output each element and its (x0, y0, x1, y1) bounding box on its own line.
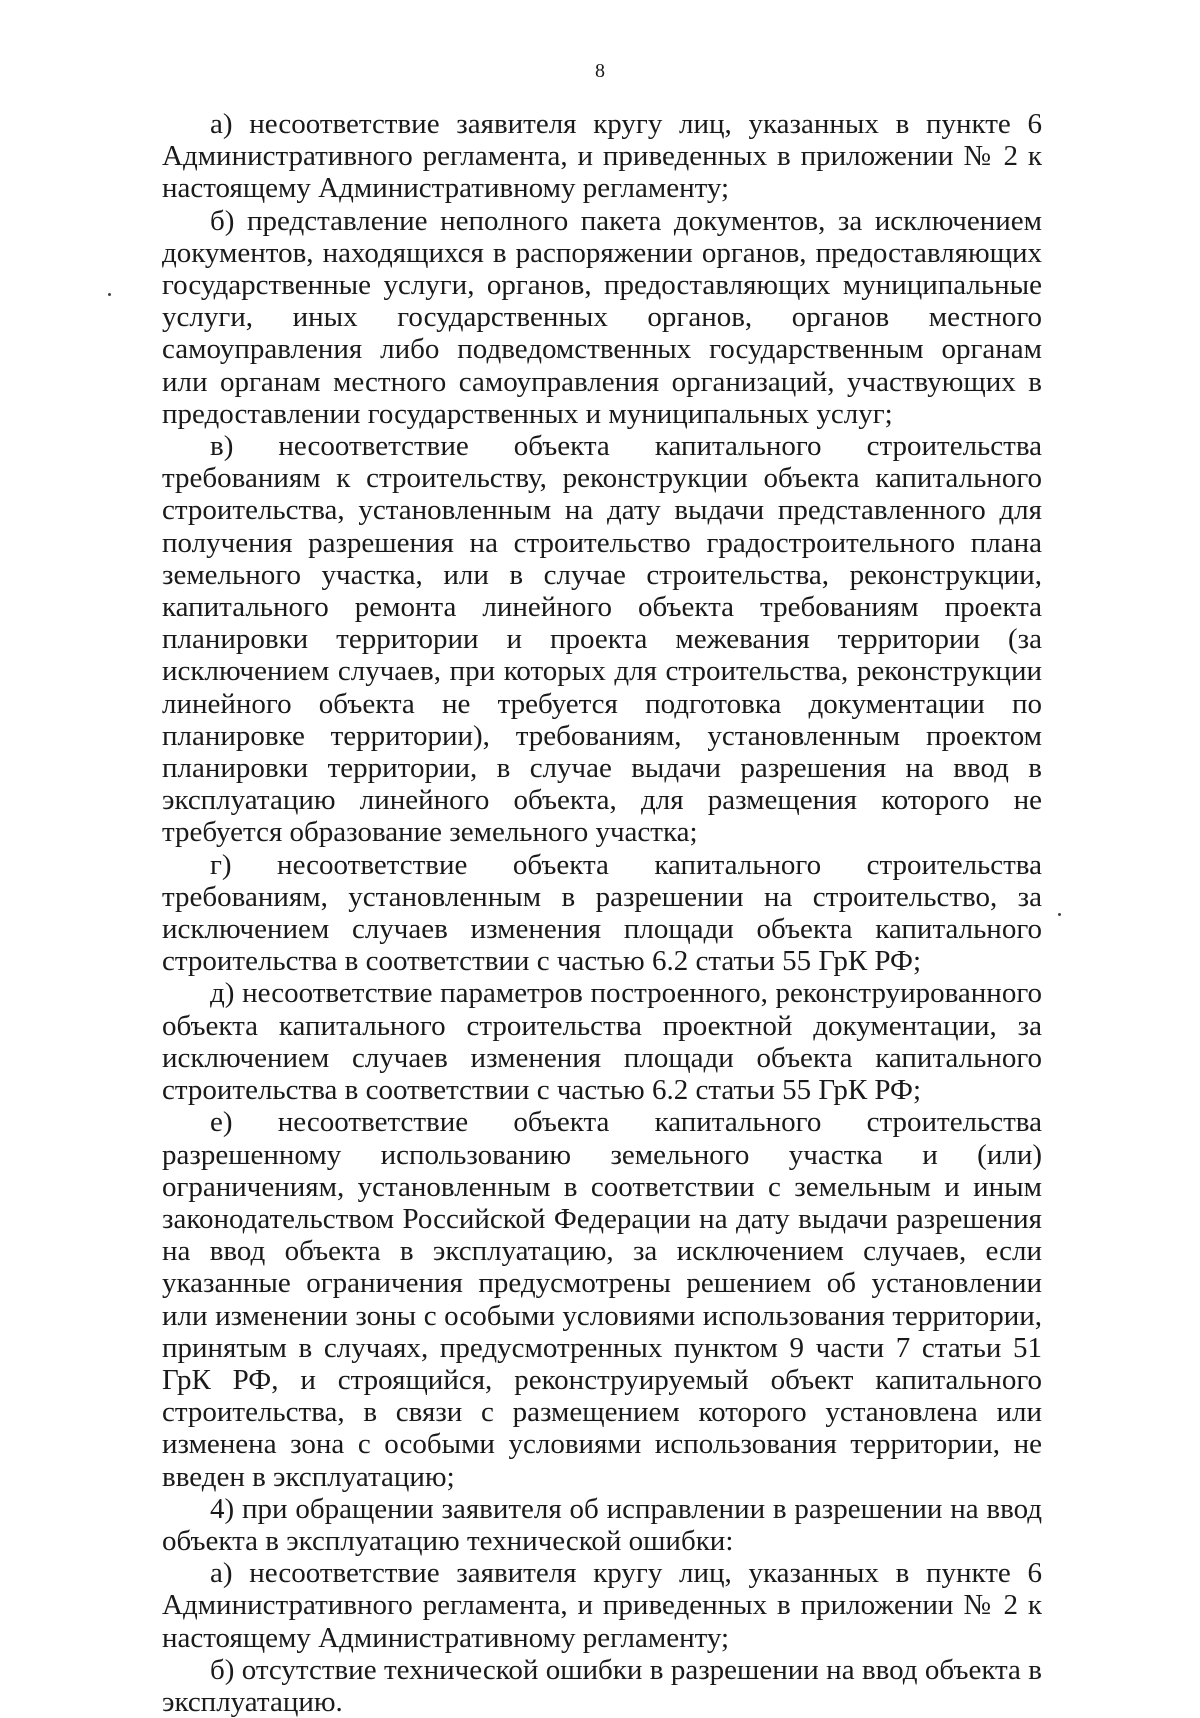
paragraph-4-technical-error: 4) при обращении заявителя об исправлении в разрешении на ввод объекта в эксплуатацию технической ошибки: (162, 1492, 1042, 1557)
scan-speck (108, 293, 111, 296)
paragraph-e-land-use: е) несоответствие объекта капитального строительства разрешенному использованию земельного участка и (или) ограничениям, установленным в соответствии с земельным и иным законодательством Российской Федерации на дату выдачи разрешения на ввод объекта в эксплуатацию, за исключением случаев, если указанные ограничения предусмотрены решением об установлении или изменении зоны с особыми условиями использования территории, принятым в случаях, предусмотренных пунктом 9 части 7 статьи 51 ГрК РФ, и строящийся, реконструируемый объект капитального строительства, в связи с размещением которого установлена или изменена зона с особыми условиями использования территории, не введен в эксплуатацию; (162, 1106, 1042, 1493)
page-number: 8 (595, 60, 605, 82)
paragraph-d-project-parameters: д) несоответствие параметров построенного, реконструированного объекта капитального строительства проектной документации, за исключением случаев изменения площади объекта капитального строительства в соответствии с частью 6.2 статьи 55 ГрК РФ; (162, 977, 1042, 1107)
paragraph-v-construction-requirements: в) несоответствие объекта капитального строительства требованиям к строительству, реконструкции объекта капитального строительства, установленным на дату выдачи представленного для получения разрешения на строительство градостроительного плана земельного участка, или в случае строительства, реконструкции, капитального ремонта линейного объекта требованиям проекта планировки территории и проекта межевания территории (за исключением случаев, при которых для строительства, реконструкции линейного объекта не требуется подготовка документации по планировке территории), требованиям, установленным проектом планировки территории, в случае выдачи разрешения на ввод в эксплуатацию линейного объекта, для размещения которого не требуется образование земельного участка; (162, 430, 1042, 849)
paragraph-b-no-technical-error: б) отсутствие технической ошибки в разрешении на ввод объекта в эксплуатацию. (162, 1653, 1042, 1718)
paragraph-b-incomplete-package: б) представление неполного пакета документов, за исключением документов, находящихся в распоряжении органов, предоставляющих государственные услуги, органов, предоставляющих муниципальные услуги, иных государственных органов, органов местного самоуправления либо подведомственных государственным органам или органам местного самоуправления организаций, участвующих в предоставлении государственных и муниципальных услуг; (162, 204, 1042, 430)
paragraph-a-applicant-repeat: а) несоответствие заявителя кругу лиц, указанных в пункте 6 Административного регламента, и приведенных в приложении № 2 к настоящему Административному регламенту; (162, 1557, 1042, 1654)
paragraph-g-permit-requirements: г) несоответствие объекта капитального строительства требованиям, установленным в разрешении на строительство, за исключением случаев изменения площади объекта капитального строительства в соответствии с частью 6.2 статьи 55 ГрК РФ; (162, 848, 1042, 978)
paragraph-a-applicant: а) несоответствие заявителя кругу лиц, указанных в пункте 6 Административного регламента, и приведенных в приложении № 2 к настоящему Административному регламенту; (162, 108, 1042, 205)
scan-speck (1058, 913, 1061, 916)
document-body (162, 108, 1042, 1718)
